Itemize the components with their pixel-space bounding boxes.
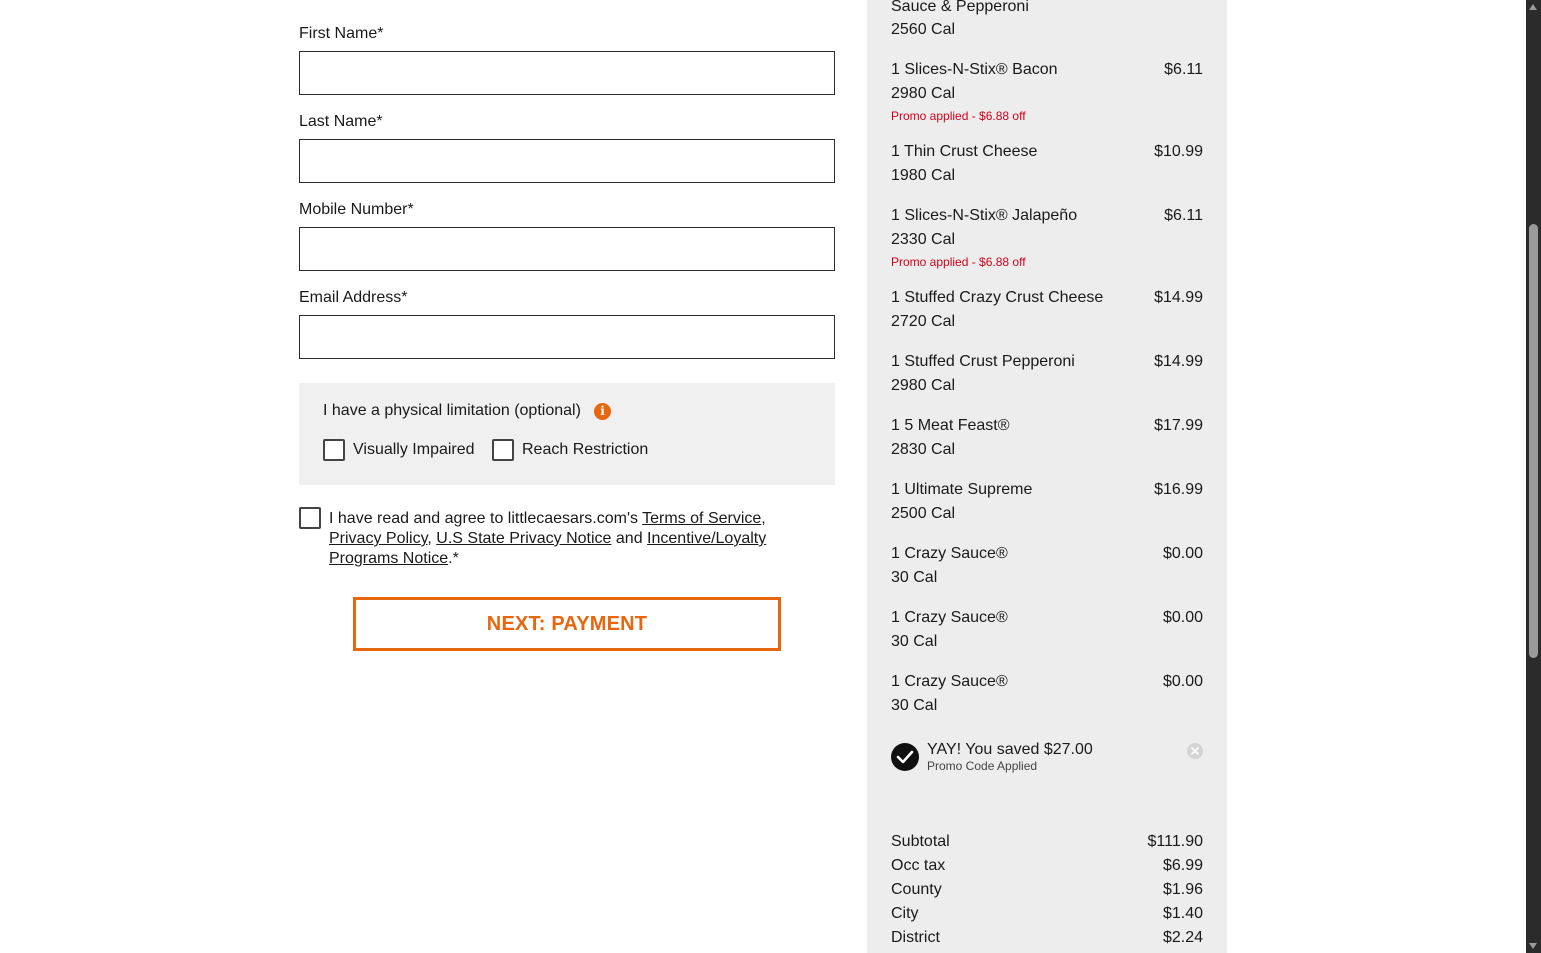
terms-prefix: I have read and agree to littlecaesars.com's [329,510,643,527]
order-summary [867,0,1227,953]
state-privacy-notice-link[interactable]: U.S State Privacy Notice [436,530,612,547]
terms-separator: and [611,530,648,547]
city-tax-label: City [891,905,919,922]
terms-agreement-text [329,509,799,569]
item-name: 1 5 Meat Feast® [891,417,1010,434]
next-payment-button[interactable]: NEXT: PAYMENT [353,597,781,651]
item-price: $0.00 [1162,673,1203,690]
item-calories: 30 Cal [891,633,938,650]
item-name: 1 Crazy Sauce® [891,545,1008,562]
promo-code-applied: Promo Code Applied [927,759,1038,773]
item-price: $6.11 [1164,207,1203,224]
visually-impaired-checkbox[interactable] [323,439,345,461]
county-tax-label: County [891,881,942,898]
terms-separator: , [427,530,437,547]
occ-tax-label: Occ tax [891,857,946,874]
item-name: 1 Crazy Sauce® [891,609,1008,626]
item-name: 1 Crazy Sauce® [891,673,1008,690]
physical-limitation-box [299,383,835,485]
privacy-policy-link[interactable]: Privacy Policy [329,530,428,547]
mobile-number-input[interactable] [299,227,835,271]
item-calories: 2830 Cal [891,441,956,458]
item-name: 1 Stuffed Crazy Crust Cheese [891,289,1104,306]
terms-of-service-link[interactable]: Terms of Service [642,510,762,527]
item-calories: 2500 Cal [891,505,956,522]
item-price: $16.99 [1154,481,1203,498]
first-name-input[interactable] [299,51,835,95]
promo-applied-note: Promo applied - $6.88 off [891,109,1026,123]
item-calories: 2330 Cal [891,231,956,248]
item-calories: 2980 Cal [891,377,956,394]
item-price: $17.99 [1154,417,1203,434]
item-price: $14.99 [1154,353,1203,370]
item-calories: 2720 Cal [891,313,956,330]
promo-applied-note: Promo applied - $6.88 off [891,255,1026,269]
incentive-loyalty-link[interactable]: Incentive/Loyalty Programs Notice [329,530,767,567]
subtotal-value: $111.90 [1147,833,1203,850]
item-name: 1 Thin Crust Cheese [891,143,1038,160]
physical-limitation-title: I have a physical limitation (optional) [323,402,581,419]
item-name: 1 Slices-N-Stix® Jalapeño [891,207,1078,224]
last-name-input[interactable] [299,139,835,183]
email-address-input[interactable] [299,315,835,359]
email-address-label: Email Address* [299,289,408,306]
item-price: $0.00 [1162,609,1203,626]
item-name: 1 Slices-N-Stix® Bacon [891,61,1058,78]
city-tax-value: $1.40 [1162,905,1203,922]
item-name: Sauce & Pepperoni [891,0,1029,15]
scroll-down-arrow-icon[interactable] [1529,943,1537,949]
scrollbar-thumb[interactable] [1529,224,1538,658]
check-icon [891,743,919,771]
item-calories: 30 Cal [891,569,938,586]
district-tax-value: $2.24 [1162,929,1203,946]
item-calories: 2980 Cal [891,85,956,102]
info-icon[interactable]: i [594,403,611,420]
subtotal-label: Subtotal [891,833,950,850]
terms-checkbox[interactable] [299,507,321,529]
district-tax-label: District [891,929,940,946]
occ-tax-value: $6.99 [1162,857,1203,874]
mobile-number-label: Mobile Number* [299,201,414,218]
visually-impaired-label[interactable]: Visually Impaired [353,441,475,458]
item-price: $14.99 [1154,289,1203,306]
county-tax-value: $1.96 [1162,881,1203,898]
item-calories: 2560 Cal [891,21,956,38]
terms-separator: , [761,510,766,527]
scroll-up-arrow-icon[interactable] [1529,4,1537,10]
item-name: 1 Stuffed Crust Pepperoni [891,353,1075,370]
first-name-label: First Name* [299,25,384,42]
page-scrollbar[interactable] [1526,0,1541,953]
item-calories: 1980 Cal [891,167,956,184]
item-price: $10.99 [1154,143,1203,160]
reach-restriction-label[interactable]: Reach Restriction [522,441,649,458]
terms-suffix: .* [448,550,459,567]
close-circle-icon[interactable] [1187,743,1203,759]
item-calories: 30 Cal [891,697,938,714]
last-name-label: Last Name* [299,113,383,130]
item-price: $0.00 [1162,545,1203,562]
item-price: $6.11 [1164,61,1203,78]
reach-restriction-checkbox[interactable] [492,439,514,461]
item-name: 1 Ultimate Supreme [891,481,1033,498]
savings-title: YAY! You saved $27.00 [927,741,1093,758]
